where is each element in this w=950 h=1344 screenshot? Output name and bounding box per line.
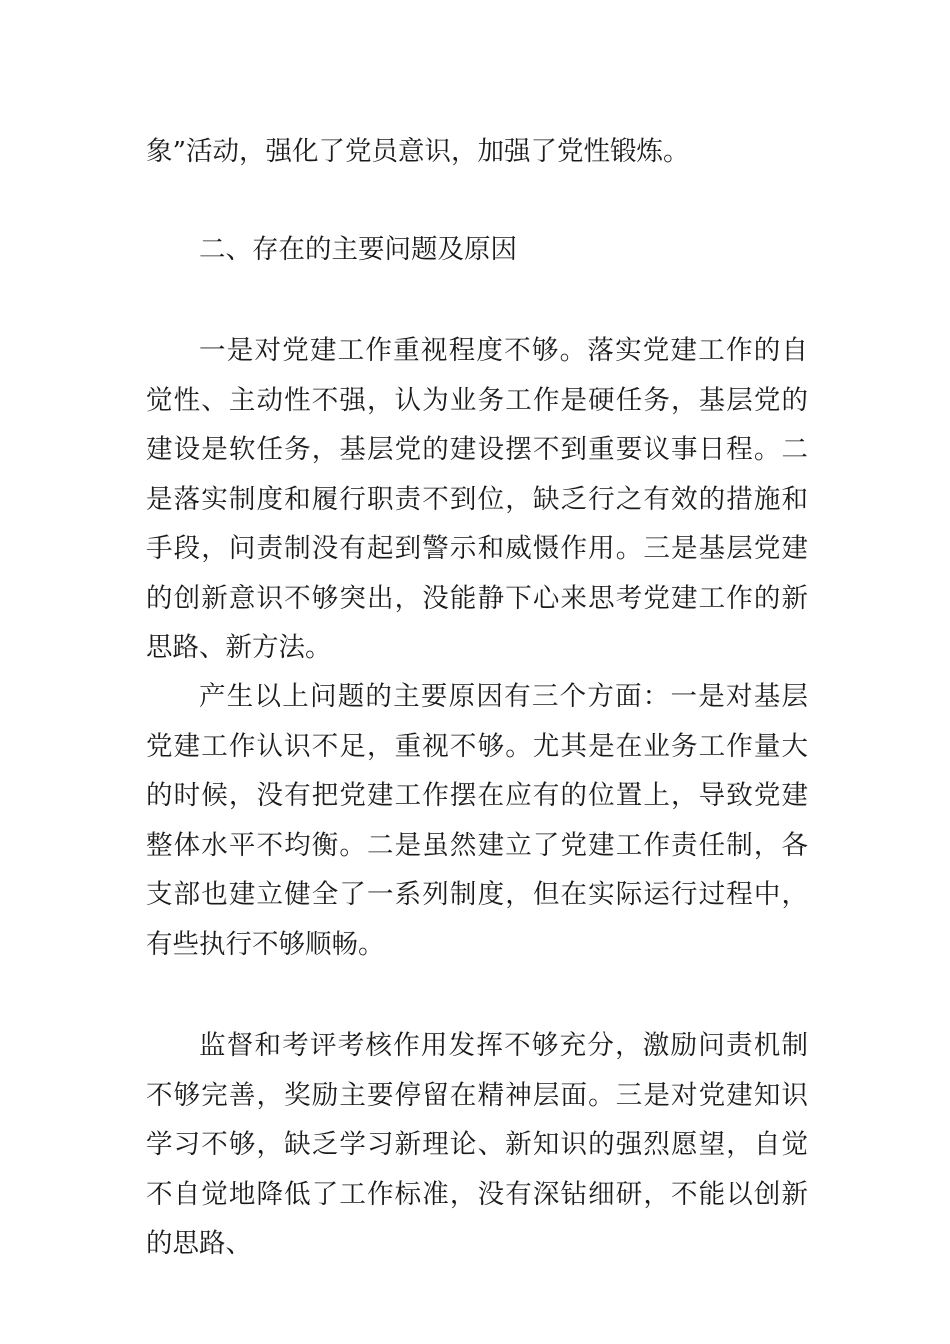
- paragraph-continuation: 象”活动，强化了党员意识，加强了党性锻炼。: [146, 136, 690, 167]
- paragraph-problems: 一是对党建工作重视程度不够。落实党建工作的自觉性、主动性不强，认为业务工作是硬任务，基层党的建设是软任务，基层党的建设摆不到重要议事日程。二是落实制度和履行职责不到位，缺乏行之有效的措施和手段，问责制没有起到警示和威慑作用。三是基层党建的创新意识不够突出，没能静下心来思考党建工作的新思路、新方法。: [146, 335, 808, 663]
- paragraph-causes: 产生以上问题的主要原因有三个方面：一是对基层党建工作认识不足，重视不够。尤其是在业务工作量大的时候，没有把党建工作摆在应有的位置上，导致党建整体水平不均衡。二是虽然建立了党建工作责任制，各支部也建立健全了一系列制度，但在实际运行过程中，有些执行不够顺畅。: [146, 681, 808, 960]
- paragraph-supervision: 监督和考评考核作用发挥不够充分，激励问责机制不够完善，奖励主要停留在精神层面。三是对党建知识学习不够，缺乏学习新理论、新知识的强烈愿望，自觉不自觉地降低了工作标准，没有深钻细研，不能以创新的思路、: [146, 1030, 808, 1259]
- section-heading: 二、存在的主要问题及原因: [199, 234, 517, 265]
